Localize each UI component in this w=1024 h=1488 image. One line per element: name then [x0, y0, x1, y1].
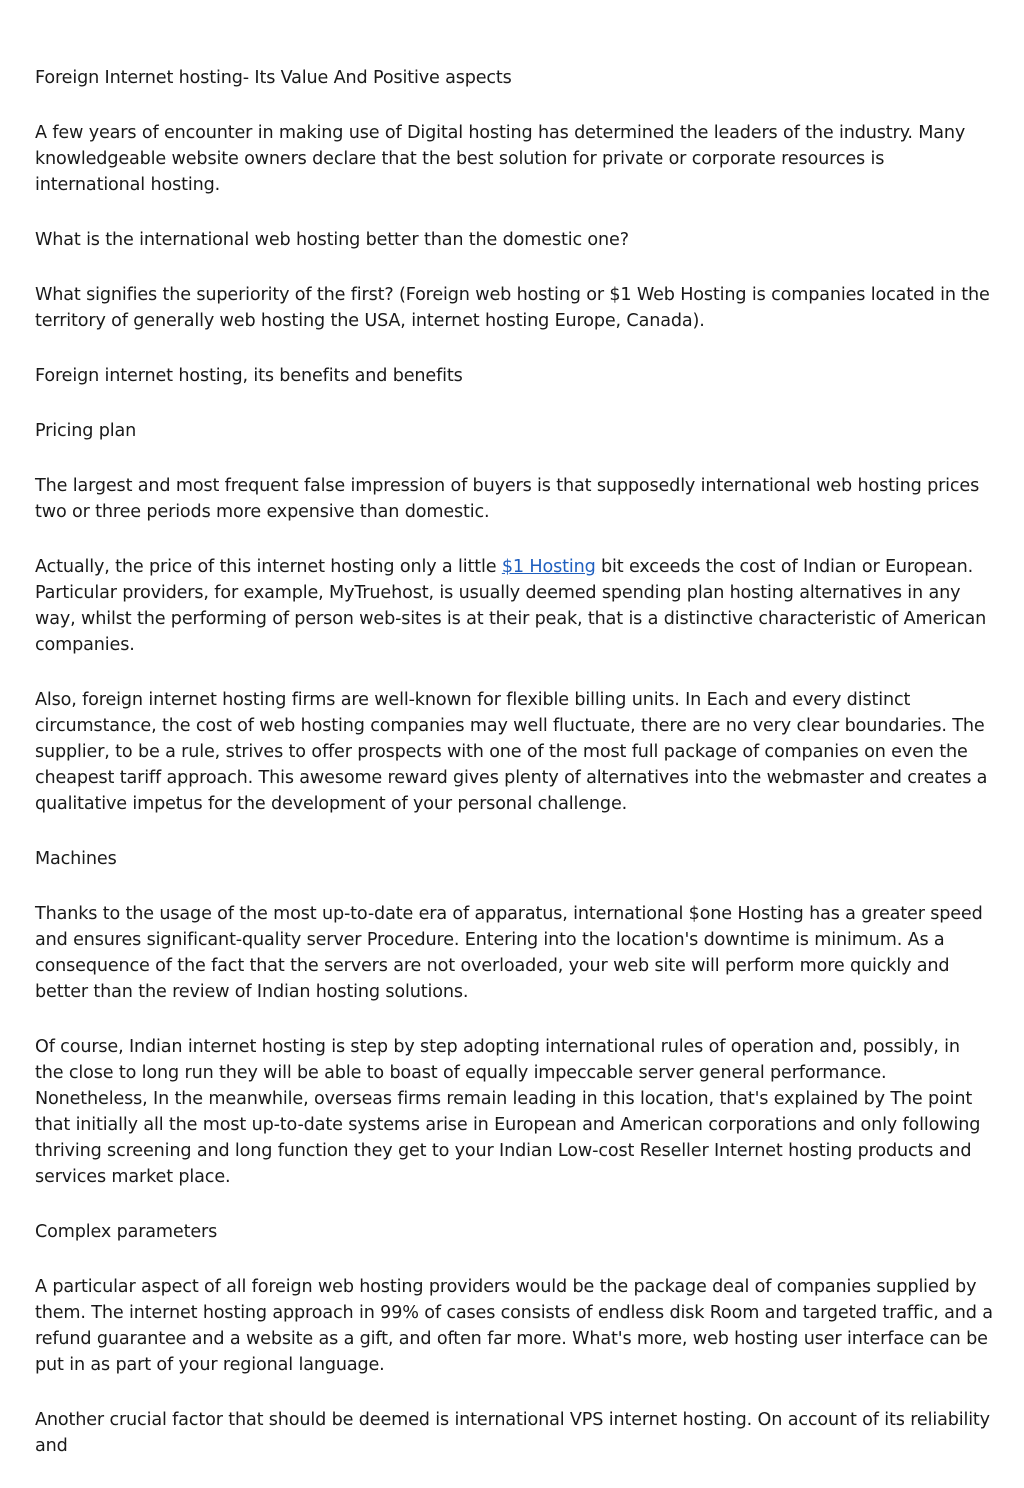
section-heading-parameters: Complex parameters: [35, 1222, 218, 1242]
paragraph-question-2: What signifies the superiority of the first? (Foreign web hosting or $1 Web Hosting is companies located in the territory of generally web hosting the USA, internet hosting Europe, Canada).: [35, 285, 990, 331]
section-heading-benefits: Foreign internet hosting, its benefits and benefits: [35, 366, 463, 386]
section-heading-pricing: Pricing plan: [35, 421, 137, 441]
paragraph-billing: Also, foreign internet hosting firms are well-known for flexible billing units. In Each and every distinct circumstance, the cost of web hosting companies may well fluctuate, there are no very clear boundaries. The supplier, to be a rule, strives to offer prospects with one of the most full package of companies on even the cheapest tariff approach. This awesome reward gives plenty of alternatives into the webmaster and creates a qualitative impetus for the development of your personal challenge.: [35, 690, 988, 814]
document-body: [35, 65, 993, 1488]
paragraph-pricing-1: The largest and most frequent false impression of buyers is that supposedly international web hosting prices two or three periods more expensive than domestic.: [35, 476, 980, 522]
paragraph-parameters: A particular aspect of all foreign web hosting providers would be the package deal of companies supplied by them. The internet hosting approach in 99% of cases consists of endless disk Room and targeted traffic, and a refund guarantee and a website as a gift, and often far more. What's more, web hosting user interface can be put in as part of your regional language.: [35, 1277, 993, 1375]
paragraph-question-1: What is the international web hosting better than the domestic one?: [35, 230, 629, 250]
paragraph-pricing-2: [35, 554, 993, 658]
paragraph-machines-1: Thanks to the usage of the most up-to-date era of apparatus, international $one Hosting has a greater speed and ensures significant-quality server Procedure. Entering into the location's downtime is minimum. As a consequence of the fact that the servers are not overloaded, your web site will perform more quickly and better than the review of Indian hosting solutions.: [35, 904, 983, 1002]
section-heading-machines: Machines: [35, 849, 117, 869]
paragraph-machines-2: Of course, Indian internet hosting is step by step adopting international rules of operation and, possibly, in the close to long run they will be able to boast of equally impeccable server general performance. Nonetheless, In the meanwhile, overseas firms remain leading in this location, that's explained by The point that initially all the most up-to-date systems arise in European and American corporations and only following thriving screening and long function they get to your Indian Low-cost Reseller Internet hosting products and services market place.: [35, 1037, 981, 1187]
document-title: Foreign Internet hosting- Its Value And Positive aspects: [35, 68, 512, 88]
hosting-link[interactable]: $1 Hosting: [501, 557, 596, 577]
paragraph-vps: Another crucial factor that should be deemed is international VPS internet hosting. On account of its reliability and: [35, 1410, 990, 1456]
paragraph-pricing-2-text-start: Actually, the price of this internet hosting only a little: [35, 557, 502, 577]
paragraph-pricing-2-text-end: bit exceeds the cost of Indian or European. Particular providers, for example, MyTruehost, is usually deemed spending plan hosting alternatives in any way, whilst the performing of person web-sites is at their peak, that is a distinctive characteristic of American companies.: [35, 557, 987, 655]
paragraph-intro: A few years of encounter in making use of Digital hosting has determined the leaders of the industry. Many knowledgeable website owners declare that the best solution for private or corporate resources is international hosting.: [35, 123, 966, 195]
